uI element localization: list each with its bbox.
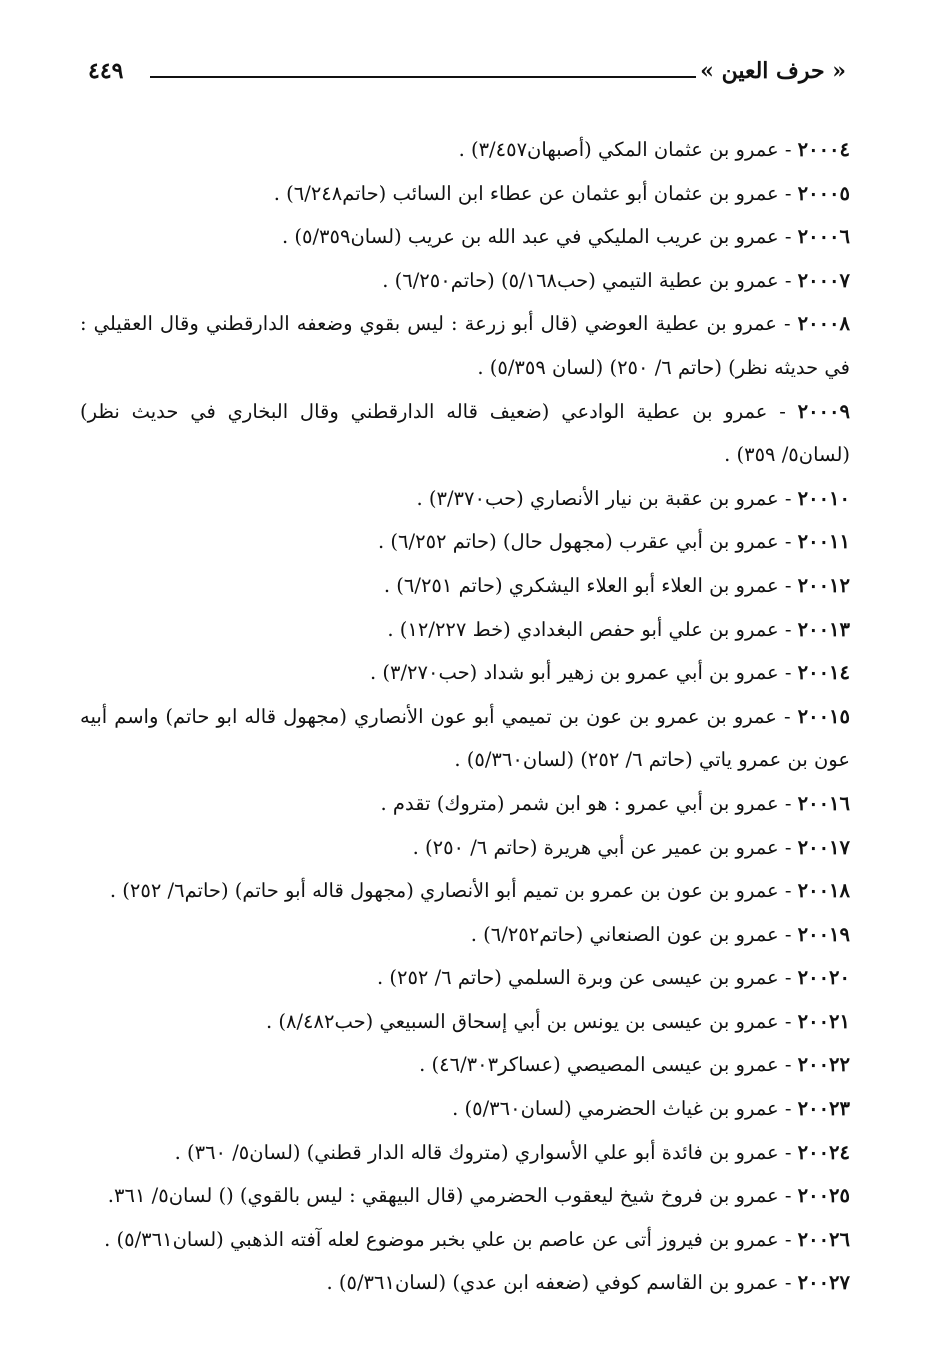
entry-number: ٢٠٠١١ — [797, 530, 850, 554]
entry: ٢٠٠١٨ - عمرو بن عون بن عمرو بن تميم أبو الأنصاري (مجهول قاله أبو حاتم) (حاتم٦/ ٢٥٢) . — [109, 879, 850, 903]
entry: ٢٠٠٠٤ - عمرو بن عثمان المكي (أصبهان٣/٤٥٧) . — [458, 138, 850, 161]
entry: ٢٠٠٠٩ - عمرو بن عطية الوادعي (ضعيف قاله الدارقطني وقال البخاري في حديث نظر) (لسان٥/ ٣٥٩) . — [80, 399, 850, 467]
entry-number: ٢٠٠٢٥ — [797, 1184, 850, 1208]
entry-text: عمرو بن عيسى عن وبرة السلمي (حاتم ٦/ ٢٥٢) . — [376, 966, 779, 990]
entry-number: ٢٠٠٢٧ — [797, 1271, 850, 1295]
entry: ٢٠٠٢٥ - عمرو بن فروخ شيخ ليعقوب الحضرمي (قال البيهقي : ليس بالقوي) () لسان٥/ ٣٦١. — [107, 1184, 850, 1208]
entry: ٢٠٠١٩ - عمرو بن عون الصنعاني (حاتم٦/٢٥٢) . — [470, 922, 850, 946]
entry-number: ٢٠٠١٠ — [797, 486, 850, 510]
entry-number: ٢٠٠١٨ — [797, 879, 850, 903]
entry: ٢٠٠١٤ - عمرو بن أبي عمرو بن زهير أبو شداد (حب٣/٢٧٠) . — [369, 661, 850, 685]
entry-text: عمرو بن عقبة بن نيار الأنصاري (حب٣/٣٧٠) . — [416, 486, 779, 510]
entry-number: ٢٠٠٢٦ — [797, 1227, 850, 1251]
entry-text: عمرو بن عطية العوضي (قال أبو زرعة : ليس بقوي وضعفه الدارقطني وقال العقيلي : في حديثه نظر) (حاتم ٦/ ٢٥٠) (لسان ٥/٣٥٩) . — [80, 312, 850, 379]
entry-text: عمرو بن فيروز أتى عن عاصم بن علي بخبر موضوع لعله آفته الذهبي (لسان٥/٣٦١) . — [104, 1227, 779, 1251]
entry: ٢٠٠٠٧ - عمرو بن عطية التيمي (حب٥/١٦٨) (حاتم٦/٢٥٠) . — [382, 268, 850, 292]
entry: ٢٠٠١٢ - عمرو بن العلاء أبو العلاء اليشكري (حاتم ٦/٢٥١) . — [383, 573, 850, 597]
entry-number: ٢٠٠١٥ — [797, 704, 850, 728]
entry-number: ٢٠٠١٩ — [797, 922, 850, 946]
entry: ٢٠٠١٣ - عمرو بن علي أبو حفص البغدادي (خط ١٢/٢٢٧) . — [387, 617, 850, 641]
entry-text: عمرو بن فائدة أبو علي الأسواري (متروك قاله الدار قطني) (لسان٥/ ٣٦٠) . — [174, 1140, 779, 1164]
entry-text: عمرو بن القاسم كوفي (ضعفه ابن عدي) (لسان٥/٣٦١) . — [326, 1271, 779, 1295]
entry-number: ٢٠٠٢٢ — [797, 1053, 850, 1077]
entry: ٢٠٠١٥ - عمرو بن عمرو بن عون بن تميمي أبو عون الأنصاري (مجهول قاله ابو حاتم) واسم أبيه عون بن عمرو ياتي (حاتم ٦/ ٢٥٢) (لسان٥/٣٦٠) . — [80, 704, 850, 772]
entry: ٢٠٠١٦ - عمرو بن أبي عمرو : هو ابن شمر (متروك) تقدم . — [380, 791, 850, 815]
entry: ٢٠٠٠٨ - عمرو بن عطية العوضي (قال أبو زرعة : ليس بقوي وضعفه الدارقطني وقال العقيلي : في حديثه نظر) (حاتم ٦/ ٢٥٠) (لسان ٥/٣٥٩) . — [80, 312, 850, 379]
entry: ٢٠٠١٧ - عمرو بن عمير عن أبي هريرة (حاتم ٦/ ٢٥٠) . — [412, 835, 850, 859]
entry-number: ٢٠٠٢١ — [797, 1009, 850, 1033]
entry-number: ٢٠٠٠٥ — [797, 181, 850, 205]
entry: ٢٠٠١١ - عمرو بن أبي عقرب (مجهول حال) (حاتم ٦/٢٥٢) . — [378, 530, 850, 554]
entry-text: عمرو بن عيسى المصيصي (عساكر٤٦/٣٠٣) . — [419, 1053, 779, 1077]
entry-number: ٢٠٠١٤ — [797, 661, 850, 685]
entry-text: عمرو بن عريب المليكي في عبد الله بن عريب (لسان٥/٣٥٩) . — [281, 225, 779, 249]
entry-number: ٢٠٠١٦ — [797, 791, 850, 815]
entry: ٢٠٠١٠ - عمرو بن عقبة بن نيار الأنصاري (حب٣/٣٧٠) . — [416, 486, 850, 510]
entry-number: ٢٠٠٢٣ — [797, 1097, 850, 1121]
entry: ٢٠٠٢٧ - عمرو بن القاسم كوفي (ضعفه ابن عدي) (لسان٥/٣٦١) . — [326, 1271, 850, 1295]
entry: ٢٠٠٢١ - عمرو بن عيسى بن يونس بن أبي إسحاق السبيعي (حب٨/٤٨٢) . — [265, 1009, 850, 1033]
chapter-title: « حرف العين » — [700, 58, 846, 84]
entry-text: عمرو بن عون بن عمرو بن تميم أبو الأنصاري (مجهول قاله أبو حاتم) (حاتم٦/ ٢٥٢) . — [109, 879, 779, 903]
page-header — [88, 58, 846, 98]
entry-number: ٢٠٠١٢ — [797, 573, 850, 597]
entry-text: عمرو بن عثمان المكي (أصبهان٣/٤٥٧) . — [458, 138, 779, 161]
header-rule — [150, 76, 696, 78]
entry-number: ٢٠٠٢٠ — [797, 966, 850, 990]
entry-number: ٢٠٠١٣ — [797, 617, 850, 641]
page-number: ٤٤٩ — [88, 58, 124, 84]
entry-text: عمرو بن عون الصنعاني (حاتم٦/٢٥٢) . — [470, 922, 779, 946]
entry-text: عمرو بن عطية الوادعي (ضعيف قاله الدارقطني وقال البخاري في حديث نظر) (لسان٥/ ٣٥٩) . — [80, 399, 850, 467]
entry: ٢٠٠٢٤ - عمرو بن فائدة أبو علي الأسواري (متروك قاله الدار قطني) (لسان٥/ ٣٦٠) . — [174, 1140, 850, 1164]
entry-number: ٢٠٠١٧ — [797, 835, 850, 859]
entry: ٢٠٠٢٦ - عمرو بن فيروز أتى عن عاصم بن علي بخبر موضوع لعله آفته الذهبي (لسان٥/٣٦١) . — [104, 1227, 850, 1251]
entry-text: عمرو بن أبي عقرب (مجهول حال) (حاتم ٦/٢٥٢) . — [378, 530, 779, 554]
entry-number: ٢٠٠٠٦ — [797, 225, 850, 249]
entry-text: عمرو بن أبي عمرو بن زهير أبو شداد (حب٣/٢٧٠) . — [369, 661, 779, 685]
entry: ٢٠٠٠٥ - عمرو بن عثمان أبو عثمان عن عطاء ابن السائب (حاتم٦/٢٤٨) . — [273, 181, 850, 205]
entry-number: ٢٠٠٠٧ — [797, 268, 850, 292]
entry-number: ٢٠٠٠٩ — [797, 399, 850, 423]
entry: ٢٠٠٢٣ - عمرو بن غياث الحضرمي (لسان٥/٣٦٠) . — [452, 1097, 850, 1121]
entry: ٢٠٠٢٢ - عمرو بن عيسى المصيصي (عساكر٤٦/٣٠٣) . — [419, 1053, 850, 1077]
entry-text: عمرو بن عثمان أبو عثمان عن عطاء ابن السائب (حاتم٦/٢٤٨) . — [273, 181, 779, 205]
entry-text: عمرو بن أبي عمرو : هو ابن شمر (متروك) تقدم . — [380, 791, 779, 815]
entry-text: عمرو بن عيسى بن يونس بن أبي إسحاق السبيعي (حب٨/٤٨٢) . — [265, 1009, 779, 1033]
entry-number: ٢٠٠٢٤ — [797, 1140, 850, 1164]
entry-text: عمرو بن العلاء أبو العلاء اليشكري (حاتم ٦/٢٥١) . — [383, 573, 779, 597]
entry: ٢٠٠٢٠ - عمرو بن عيسى عن وبرة السلمي (حاتم ٦/ ٢٥٢) . — [376, 966, 850, 990]
entry-text: عمرو بن فروخ شيخ ليعقوب الحضرمي (قال البيهقي : ليس بالقوي) () لسان٥/ ٣٦١. — [107, 1184, 779, 1208]
entry-text: عمرو بن عمير عن أبي هريرة (حاتم ٦/ ٢٥٠) . — [412, 835, 779, 859]
entry-number: ٢٠٠٠٤ — [797, 138, 850, 161]
entry-text: عمرو بن عطية التيمي (حب٥/١٦٨) (حاتم٦/٢٥٠) . — [382, 268, 779, 292]
entries-list — [80, 128, 850, 1305]
entry-text: عمرو بن علي أبو حفص البغدادي (خط ١٢/٢٢٧) . — [387, 617, 779, 641]
entry-number: ٢٠٠٠٨ — [797, 312, 850, 336]
entry-text: عمرو بن غياث الحضرمي (لسان٥/٣٦٠) . — [452, 1097, 779, 1121]
entry-text: عمرو بن عمرو بن عون بن تميمي أبو عون الأنصاري (مجهول قاله ابو حاتم) واسم أبيه عون بن عمرو ياتي (حاتم ٦/ ٢٥٢) (لسان٥/٣٦٠) . — [80, 704, 850, 772]
entry: ٢٠٠٠٦ - عمرو بن عريب المليكي في عبد الله بن عريب (لسان٥/٣٥٩) . — [281, 225, 850, 249]
